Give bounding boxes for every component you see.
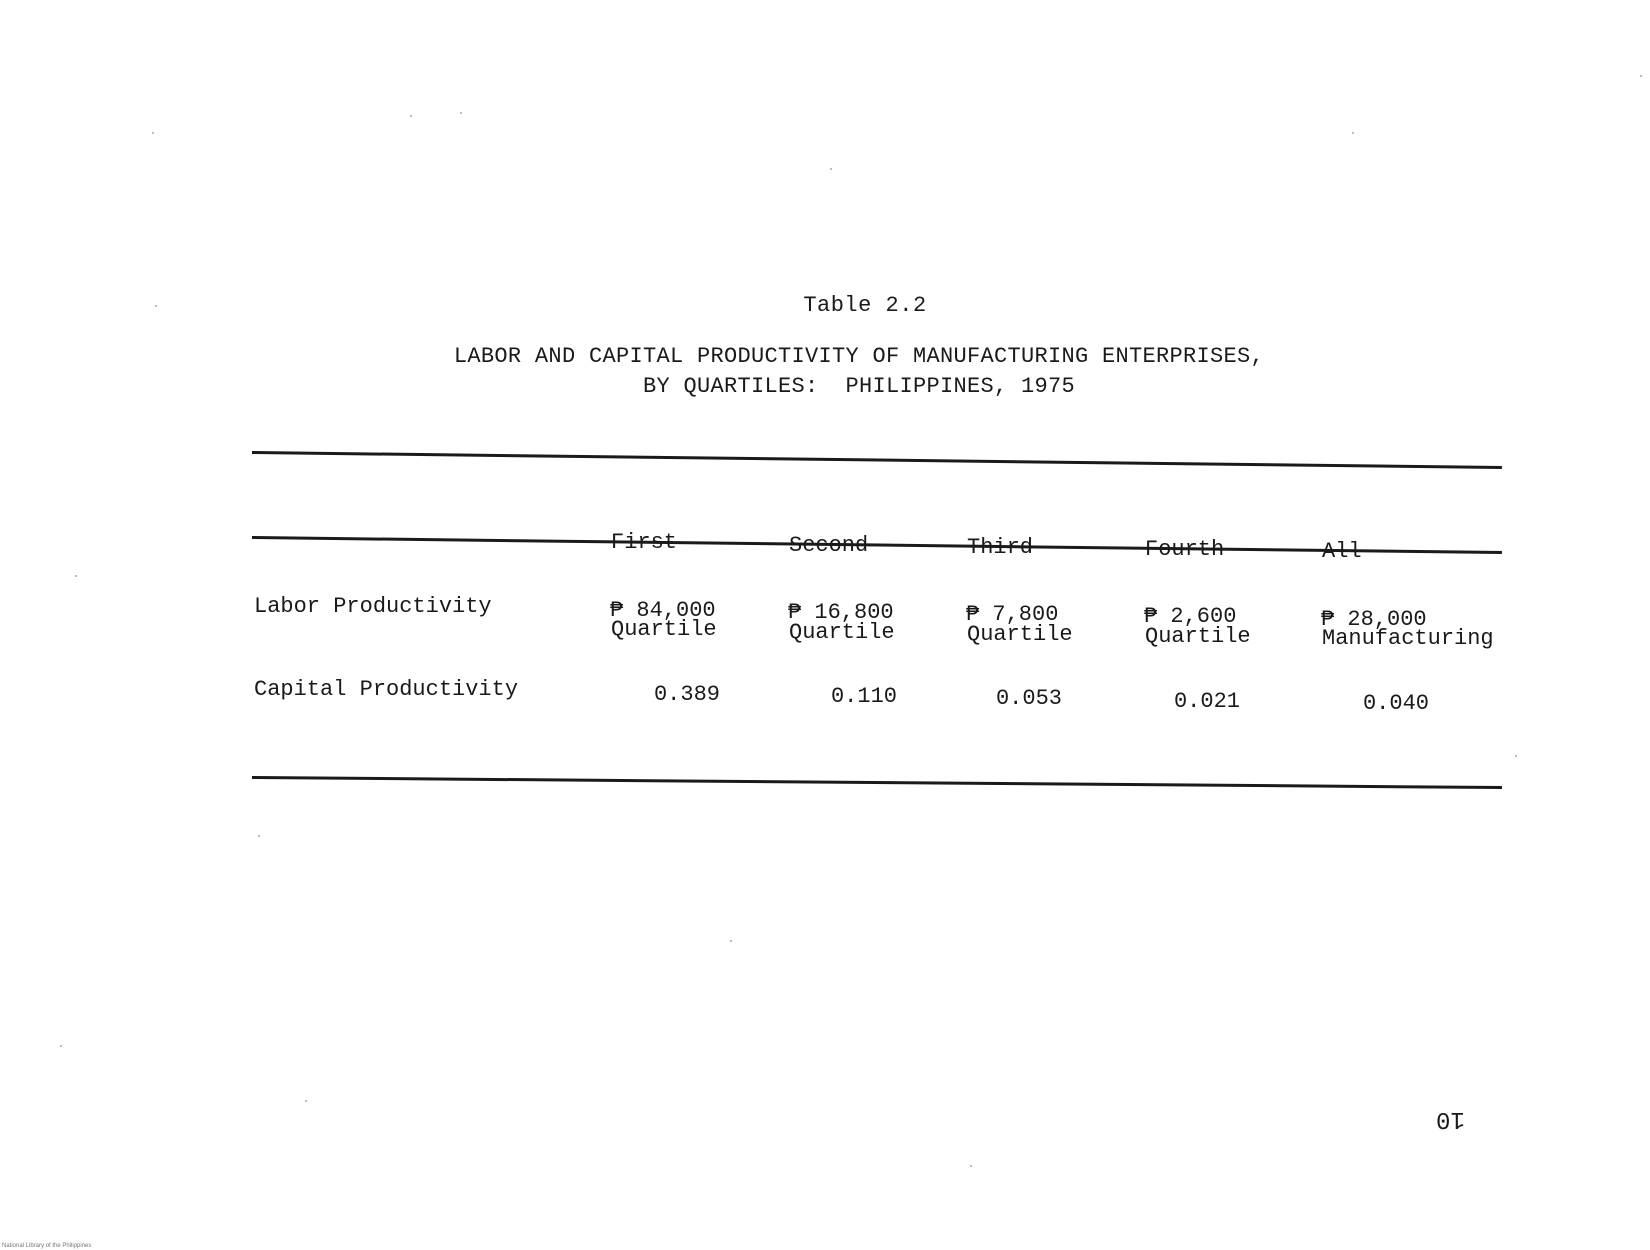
labor-productivity-fourth-quartile: ₱ 2,600 — [1144, 604, 1237, 629]
page-number: 10 — [1436, 1105, 1465, 1132]
column-header-second-quartile: Second Quartile — [789, 533, 895, 645]
labor-productivity-all-manufacturing: ₱ 28,000 — [1321, 607, 1427, 632]
scan-speck — [60, 1045, 62, 1047]
scan-speck — [75, 575, 77, 577]
capital-productivity-third-quartile: 0.053 — [995, 686, 1062, 711]
scan-speck — [1352, 132, 1354, 134]
column-header-all-manufacturing: All Manufacturing — [1322, 539, 1494, 651]
capital-productivity-all-manufacturing: 0.040 — [1362, 691, 1429, 716]
capital-productivity-fourth-quartile: 0.021 — [1173, 689, 1240, 714]
scan-speck — [152, 132, 154, 134]
scan-speck — [155, 305, 157, 307]
labor-productivity-second-quartile: ₱ 16,800 — [788, 600, 894, 625]
scan-speck — [1640, 75, 1642, 77]
labor-productivity-first-quartile: ₱ 84,000 — [610, 598, 716, 623]
scan-speck — [730, 940, 732, 942]
table-title — [0, 342, 1650, 402]
scan-speck — [1515, 755, 1517, 757]
scan-speck — [830, 168, 832, 170]
column-header-fourth-quartile: Fourth Quartile — [1145, 537, 1251, 649]
table-number: Table 2.2 — [803, 293, 927, 318]
table-top-rule — [252, 451, 1502, 469]
row-label-labor-productivity: Labor Productivity — [254, 594, 492, 619]
scan-speck — [410, 115, 412, 117]
scan-footer-text: National Library of the Philippines — [2, 1243, 92, 1249]
scan-speck — [460, 112, 462, 114]
labor-productivity-third-quartile: ₱ 7,800 — [966, 602, 1059, 627]
row-label-capital-productivity: Capital Productivity — [254, 677, 519, 702]
scan-speck — [258, 835, 260, 837]
table-title-line-1: LABOR AND CAPITAL PRODUCTIVITY OF MANUFACTURING ENTERPRISES, — [453, 344, 1265, 369]
table-title-line-2: BY QUARTILES: PHILIPPINES, 1975 — [642, 374, 1076, 399]
capital-productivity-second-quartile: 0.110 — [830, 684, 897, 709]
capital-productivity-first-quartile: 0.389 — [653, 682, 720, 707]
scan-speck — [970, 1165, 972, 1167]
column-header-third-quartile: Third Quartile — [967, 535, 1073, 647]
scan-speck — [305, 1100, 307, 1102]
table-bottom-rule — [252, 776, 1502, 789]
column-header-first-quartile: First Quartile — [611, 530, 717, 642]
